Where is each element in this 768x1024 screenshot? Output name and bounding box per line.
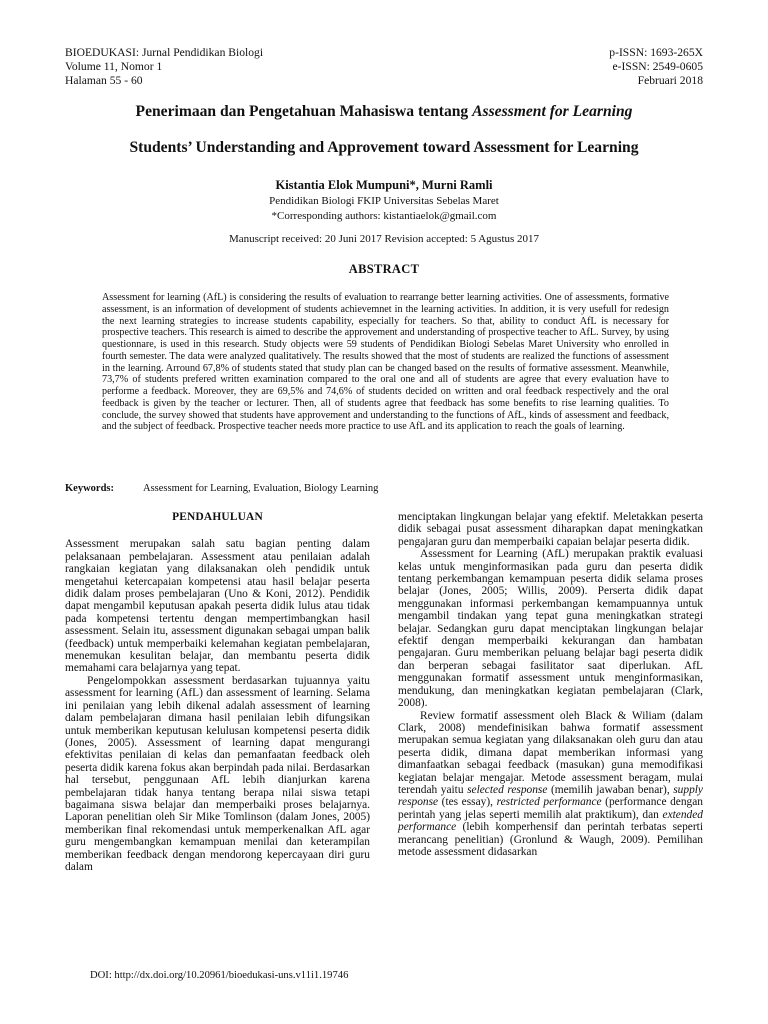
affiliation-block <box>0 194 768 223</box>
paragraph: Assessment merupakan salah satu bagian penting dalam pelaksanaan pembelajaran. Assessment atau penilaian adalah rangkaian kegiatan yang dilaksanakan oleh pendidik untuk mengetahui ketercapaian kompetensi atau hasil belajar peserta didik dalam proses pembelajaran (Uno & Koni, 2012). Pendidik dapat mengambil keputusan apakah peserta didik lulus atau tidak pada kompetensi tertentu dengan mempertimbangkan hasil assessment. Selain itu, assessment digunakan sebagai umpan balik (feedback) untuk memperbaiki kelemahan kegiatan pembelajaran, menemukan kesulitan belajar, dan membantu peserta didik memahami cara belajarnya yang tepat. <box>65 538 370 675</box>
keywords-line <box>65 483 378 494</box>
volume-number: Volume 11, Nomor 1 <box>65 60 163 73</box>
italic-term: selected response <box>467 783 548 796</box>
paragraph: Assessment for Learning (AfL) merupakan praktik evaluasi kelas untuk menginformasikan pada guru dan peserta didik tentang perkembangan kemampuan peserta didik selama proses belajar (Jones, 2005; Willis, 2009). Perserta didik dapat menggunakan informasi perkembangan kemampuannya untuk mengambil tindakan yang tepat guna meningkatkan strategi belajar. Sedangkan guru dapat menciptakan lingkungan belajar efektif dengan memperbaiki kekurangan dan hambatan pengajaran. Guru memberikan peluang belajar bagi peserta didik dan berperan sebagai fasilitator saat diperlukan. AfL menggunakan formatif assessment untuk menginformasikan, mendukung, dan meningkatkan kegiatan pembelajaran (Clark, 2008). <box>398 548 703 710</box>
italic-term: restricted performance <box>496 796 602 809</box>
e-issn: e-ISSN: 2549-0605 <box>612 60 703 73</box>
title-english-lead: Students <box>129 139 188 156</box>
page-range: Halaman 55 - 60 <box>65 74 143 87</box>
keywords-label: Keywords: <box>65 483 114 494</box>
right-column <box>398 511 703 858</box>
title-english <box>0 139 768 157</box>
paragraph-text: (tes essay), <box>438 796 497 809</box>
publication-date: Februari 2018 <box>637 74 703 87</box>
paragraph-text: (memilih jawaban benar), <box>547 783 674 796</box>
doi-link[interactable]: DOI: http://dx.doi.org/10.20961/bioedukasi-uns.v11i1.19746 <box>90 970 349 981</box>
header-left <box>65 46 263 88</box>
manuscript-dates: Manuscript received: 20 Juni 2017 Revision accepted: 5 Agustus 2017 <box>228 233 540 245</box>
header-right <box>609 46 703 88</box>
affiliation: Pendidikan Biologi FKIP Universitas Sebelas Maret <box>269 195 499 207</box>
paragraph-text: (performance dengan perintah yang jelas seperti memilih alat praktikum), dan <box>398 796 703 821</box>
title-english-rest: ’ Understanding and Approvement toward Assessment for Learning <box>187 139 639 156</box>
paragraph <box>398 710 703 859</box>
corresponding-author: *Corresponding authors: kistantiaelok@gmail.com <box>271 209 497 222</box>
paragraph-text: Review formatif assessment oleh Black & Wiliam (dalam Clark, 2008) mendefinisikan bahwa formatif assessment merupakan semua kegiatan yang dilaksanakan oleh guru dan atau peserta didik, dimana dapat memberikan informasi yang dimanfaatkan sebagai feedback (masukan) guna memodifikasi kegiatan belajar mengajar. Metode assessment beragam, mulai terendah yaitu <box>398 709 703 796</box>
paragraph: Pengelompokkan assessment berdasarkan tujuannya yaitu assessment for learning (AfL) dan assessment of learning. Selama ini penilaian yang lebih dikenal adalah assessment of learning dalam pembelajaran dimana hasil penilaian lebih difungsikan untuk memberikan keputusan kelulusan kompetensi peserta didik (Jones, 2005). Assessment of learning dapat mengurangi efektivitas penilaian di kelas dan pemanfaatan feedback oleh peserta didik karena fokus akan berpindah pada nilai. Berdasarkan hal tersebut, penggunaan AfL lebih dianjurkan karena pembelajaran tidak hanya tentang berapa nilai siswa tetapi bagaimana siswa belajar dan memperbaiki proses belajarnya. Laporan penelitian oleh Sir Mike Tomlinson (dalam Jones, 2005) memberikan final rekomendasi untuk memperkenalkan AfL agar guru mengembangkan kemampuan menilai dan keterampilan memberikan feedback dengan mendorong kepercayaan diri guru dalam <box>65 674 370 873</box>
keywords-value: Assessment for Learning, Evaluation, Biology Learning <box>143 483 379 494</box>
abstract-heading: ABSTRACT <box>348 262 420 276</box>
title-indonesian-main: Penerimaan dan Pengetahuan Mahasiswa tentang <box>135 103 473 120</box>
abstract-text: Assessment for learning (AfL) is considering the results of evaluation to rearrange better learning activities. One of assessments, formative assessment, is an information of development of students achievemnet in the learning activities. In addition, it is very usefull for redesign the next learning strategies to increase students capability, especially for teachers. So that, ability to conduct AfL is necessary for prospective teachers. This research is aimed to describe the approvement and understanding of prospective teacher to AfL. Survey, by using questionnare, is used in this research. Study objects were 59 students of Pendidikan Biologi Sebelas Maret University who enrolled in fourth semester. The data were analyzed qualitatively. The results showed that the most of students are realized the functions of assessment in the learning. Arround 67,8% of students stated that study plan can be changed based on the results of formative assessment. Meanwhile, 73,7% of students prefered written examination compared to the oral one and all of students are agree that every evaluation have to performe a feedback. Moreover, they are 69,5% and 74,6% of students decided on written and oral feedback respectively and the oral feedback is given by the teacher or lecturer. Then, all of students agree that feedback has some benefits to rise learning qualities. To conclude, the survey showed that students have approvement and understanding to the functions of AfL, kinds of assessment and feedback, and the subject of feedback. Prospective teacher needs more practice to use AfL and its application to reach the goals of learning. <box>102 292 669 433</box>
italic-term: extended performance <box>398 808 703 834</box>
italic-term: supply response <box>398 783 703 809</box>
title-indonesian <box>0 103 768 121</box>
paragraph: menciptakan lingkungan belajar yang efektif. Meletakkan peserta didik sebagai pusat assessment diharapkan dapat meningkatkan pengajaran guru dan memperbaiki capaian belajar peserta didik. <box>398 511 703 548</box>
journal-name: BIOEDUKASI: Jurnal Pendidikan Biologi <box>65 46 264 59</box>
section-heading: PENDAHULUAN <box>172 511 263 523</box>
left-column <box>65 511 370 873</box>
paragraph-text: (lebih komperhensif dan perintah terbatas seperti merancang penelitian) (Gronlund & Waugh, 2009). Pemilihan metode assessment didasarkan <box>398 821 703 858</box>
author-list: Kistantia Elok Mumpuni*, Murni Ramli <box>275 178 493 192</box>
title-indonesian-italic: Assessment for Learning <box>472 103 633 120</box>
p-issn: p-ISSN: 1693-265X <box>609 46 703 59</box>
